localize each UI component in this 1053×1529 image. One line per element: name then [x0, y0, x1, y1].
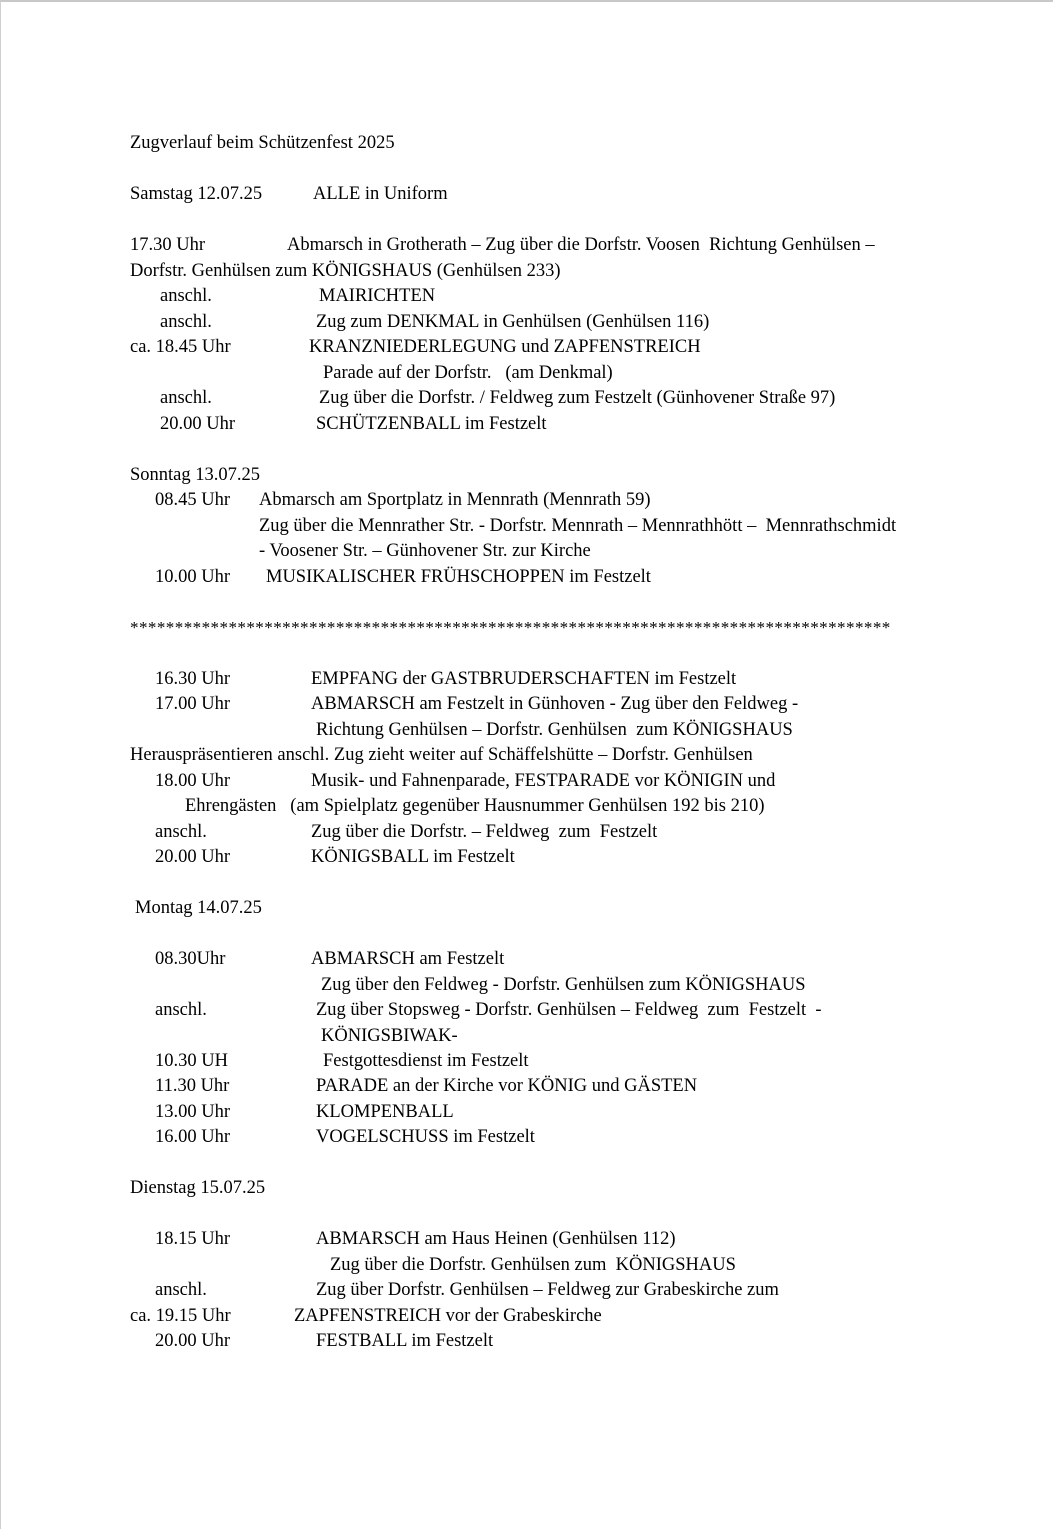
- schedule-time: anschl.: [160, 286, 212, 306]
- schedule-text: ABMARSCH am Haus Heinen (Genhülsen 112): [316, 1229, 676, 1249]
- schedule-time: anschl.: [155, 1280, 207, 1300]
- schedule-text: Zug über Dorfstr. Genhülsen – Feldweg zur Grabeskirche zum: [316, 1280, 779, 1300]
- schedule-time: 20.00 Uhr: [155, 847, 231, 867]
- schedule-time: 08.30Uhr: [155, 949, 226, 969]
- schedule-time: anschl.: [160, 312, 212, 332]
- document-title: Zugverlauf beim Schützenfest 2025: [130, 133, 395, 153]
- schedule-time: 10.00 Uhr: [155, 567, 231, 587]
- schedule-text-continued: Parade auf der Dorfstr. (am Denkmal): [323, 363, 613, 383]
- schedule-text: VOGELSCHUSS im Festzelt: [316, 1127, 535, 1147]
- schedule-text-continued: KÖNIGSBIWAK-: [321, 1026, 458, 1046]
- schedule-text-continued: - Voosener Str. – Günhovener Str. zur Kirche: [259, 541, 591, 561]
- schedule-time: 20.00 Uhr: [160, 414, 236, 434]
- schedule-time: 08.45 Uhr: [155, 490, 231, 510]
- schedule-text-continued: Richtung Genhülsen – Dorfstr. Genhülsen zum KÖNIGSHAUS: [316, 720, 793, 740]
- schedule-text: Zug über die Dorfstr. / Feldweg zum Festzelt (Günhovener Straße 97): [319, 388, 836, 408]
- schedule-time: 10.30 UH: [155, 1051, 228, 1071]
- schedule-text-continued: Zug über den Feldweg - Dorfstr. Genhülsen zum KÖNIGSHAUS: [321, 975, 806, 995]
- schedule-text: MUSIKALISCHER FRÜHSCHOPPEN im Festzelt: [266, 567, 651, 587]
- schedule-text: PARADE an der Kirche vor KÖNIG und GÄSTEN: [316, 1076, 698, 1096]
- schedule-text: Zug über die Dorfstr. – Feldweg zum Festzelt: [311, 822, 658, 842]
- schedule-text: Musik- und Fahnenparade, FESTPARADE vor KÖNIGIN und: [311, 771, 776, 791]
- schedule-text: MAIRICHTEN: [319, 286, 436, 306]
- schedule-time: 16.30 Uhr: [155, 669, 231, 689]
- schedule-time: 17.00 Uhr: [155, 694, 231, 714]
- monday-date: Montag 14.07.25: [135, 898, 262, 918]
- saturday-note: ALLE in Uniform: [313, 184, 448, 204]
- schedule-text: EMPFANG der GASTBRUDERSCHAFTEN im Festzelt: [311, 669, 737, 689]
- schedule-text: Festgottesdienst im Festzelt: [323, 1051, 529, 1071]
- sunday-date: Sonntag 13.07.25: [130, 465, 261, 485]
- schedule-text: KÖNIGSBALL im Festzelt: [311, 847, 515, 867]
- schedule-time: 11.30 Uhr: [155, 1076, 230, 1096]
- schedule-text-continued: Ehrengästen (am Spielplatz gegenüber Hausnummer Genhülsen 192 bis 210): [185, 796, 765, 816]
- schedule-time: 20.00 Uhr: [155, 1331, 231, 1351]
- schedule-time: ca. 19.15 Uhr: [130, 1306, 231, 1326]
- schedule-time: 18.00 Uhr: [155, 771, 231, 791]
- schedule-time: 17.30 Uhr: [130, 235, 206, 255]
- schedule-text: SCHÜTZENBALL im Festzelt: [316, 414, 547, 434]
- schedule-time: 16.00 Uhr: [155, 1127, 231, 1147]
- schedule-time: 18.15 Uhr: [155, 1229, 231, 1249]
- asterisk-separator: *************************************************************************************: [130, 618, 891, 637]
- schedule-text-continued: Zug über die Mennrather Str. - Dorfstr. Mennrath – Mennrathhött – Mennrathschmidt: [259, 516, 897, 536]
- schedule-text: Abmarsch am Sportplatz in Mennrath (Mennrath 59): [259, 490, 651, 510]
- saturday-date: Samstag 12.07.25: [130, 184, 263, 204]
- schedule-text: KRANZNIEDERLEGUNG und ZAPFENSTREICH: [309, 337, 701, 357]
- schedule-text: KLOMPENBALL: [316, 1102, 454, 1122]
- schedule-text: ABMARSCH am Festzelt: [311, 949, 505, 969]
- schedule-time: anschl.: [155, 822, 207, 842]
- schedule-text-continued: Dorfstr. Genhülsen zum KÖNIGSHAUS (Genhülsen 233): [130, 261, 561, 281]
- schedule-time: anschl.: [155, 1000, 207, 1020]
- schedule-text-continued: Zug über die Dorfstr. Genhülsen zum KÖNIGSHAUS: [330, 1255, 736, 1275]
- schedule-text: ZAPFENSTREICH vor der Grabeskirche: [294, 1306, 602, 1326]
- schedule-text: Zug über Stopsweg - Dorfstr. Genhülsen – Feldweg zum Festzelt -: [316, 1000, 822, 1020]
- schedule-text-continued: Herauspräsentieren anschl. Zug zieht weiter auf Schäffelshütte – Dorfstr. Genhülsen: [130, 745, 753, 765]
- schedule-text: Zug zum DENKMAL in Genhülsen (Genhülsen 116): [316, 312, 710, 332]
- schedule-time: 13.00 Uhr: [155, 1102, 231, 1122]
- schedule-time: ca. 18.45 Uhr: [130, 337, 231, 357]
- schedule-text: FESTBALL im Festzelt: [316, 1331, 494, 1351]
- schedule-text: ABMARSCH am Festzelt in Günhoven - Zug über den Feldweg -: [311, 694, 799, 714]
- schedule-time: anschl.: [160, 388, 212, 408]
- tuesday-date: Dienstag 15.07.25: [130, 1178, 266, 1198]
- schedule-text: Abmarsch in Grotherath – Zug über die Dorfstr. Voosen Richtung Genhülsen –: [287, 235, 875, 255]
